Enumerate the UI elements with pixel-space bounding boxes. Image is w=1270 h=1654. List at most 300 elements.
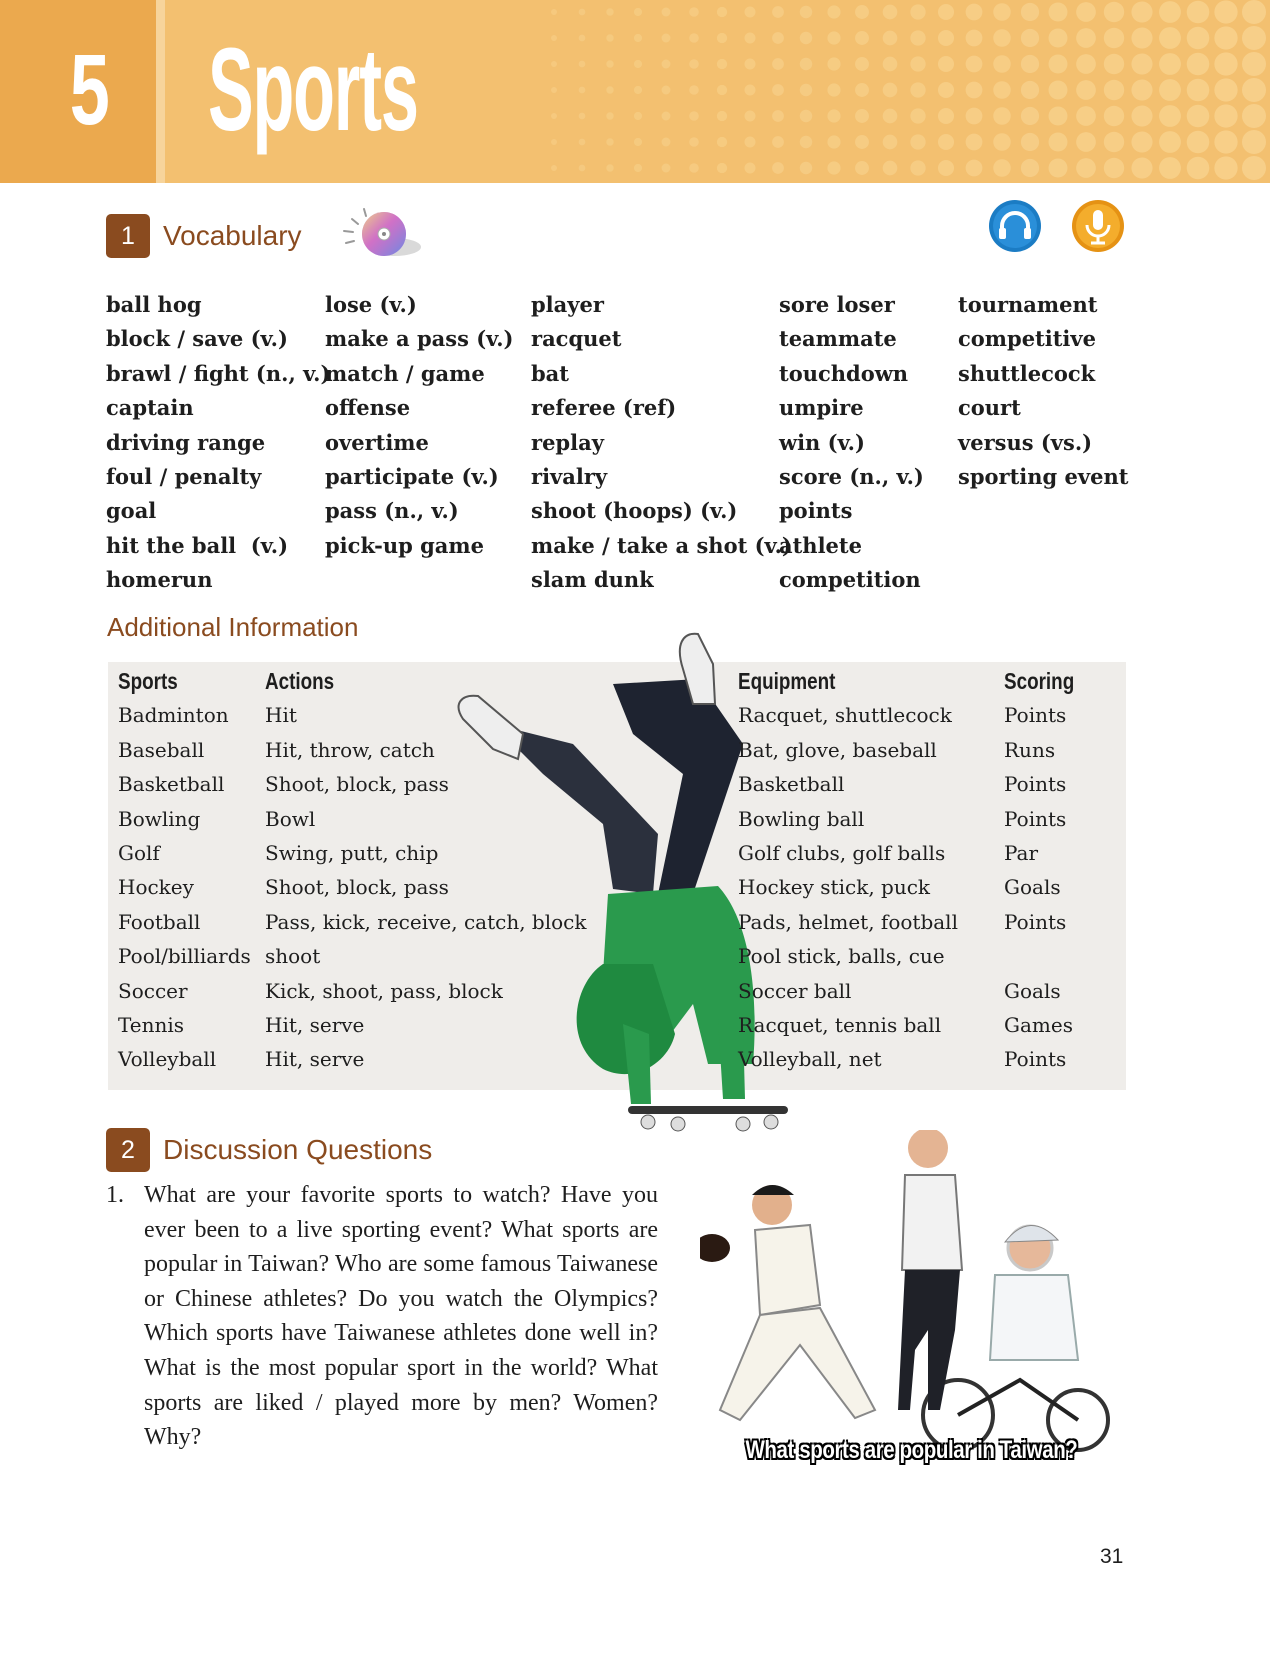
banner-dot [689, 111, 699, 121]
vocab-word: make a pass (v.) [325, 326, 514, 352]
vocabulary-column-2 [325, 288, 514, 563]
banner-dot [883, 161, 898, 176]
action-cell: Swing, putt, chip [265, 840, 439, 865]
action-cell: Pass, kick, receive, catch, block [265, 909, 587, 934]
banner-dot [1242, 130, 1266, 154]
scoring-cell: Points [1004, 772, 1067, 797]
banner-dot [1214, 78, 1237, 101]
banner-dot [579, 139, 586, 146]
banner-dot [1076, 158, 1096, 178]
banner-dot [1104, 28, 1124, 48]
banner-dot [1159, 79, 1181, 101]
banner-dot [800, 84, 812, 96]
banner-dot [1131, 157, 1152, 178]
vocab-word: competition [779, 567, 921, 593]
banner-dot [1076, 54, 1096, 74]
equipment-cell: Pads, helmet, football [738, 909, 958, 934]
banner-dot [1214, 104, 1237, 127]
banner-dot [1242, 52, 1266, 76]
question-text: What are your favorite sports to watch? Have you ever been to a live sporting event? What sports are popular in Taiwan? Who are some famous Taiwanese or Chinese athletes? Do you watch the Olympics? Which sports have Taiwanese athletes done well in? What is the most popular sport in the world? What sports are liked / played more by men? Women? Why? [144, 1182, 658, 1451]
action-cell: shoot [265, 944, 321, 969]
vocab-word: player [531, 292, 604, 317]
scoring-cell: Goals [1004, 875, 1061, 900]
vocab-word: captain [106, 395, 194, 421]
banner-dot [1159, 131, 1181, 153]
vocab-word: sore loser [779, 292, 895, 317]
banner-dot [1021, 133, 1039, 151]
discussion-title: Discussion Questions [163, 1134, 433, 1165]
banner-dot [634, 8, 642, 16]
banner-dot [993, 29, 1011, 47]
banner-dot [689, 7, 699, 17]
banner-dot [1076, 80, 1096, 100]
vocab-word: participate (v.) [325, 463, 499, 489]
cd-icon[interactable] [338, 205, 424, 263]
banner-dot [910, 30, 925, 45]
banner-dot [689, 163, 699, 173]
banner-dot [883, 109, 898, 124]
equipment-header: Equipment [738, 668, 836, 694]
banner-dot [772, 110, 784, 122]
banner-dot [579, 9, 586, 16]
banner-dot [579, 61, 586, 68]
banner-dot [855, 135, 869, 149]
equipment-cell: Soccer ball [738, 978, 852, 1003]
sport-cell: Hockey [118, 875, 194, 900]
banner-dot [772, 162, 784, 174]
banner-dot [1076, 2, 1096, 22]
banner-dot [1021, 107, 1039, 125]
banner-dot [634, 34, 642, 42]
banner-dot [662, 164, 671, 173]
sports-column [118, 662, 251, 1077]
banner-dot [634, 86, 642, 94]
vocab-word: driving range [106, 429, 266, 455]
scoring-cell: Goals [1004, 978, 1061, 1003]
banner-dot [1242, 0, 1266, 24]
banner-dot [800, 110, 812, 122]
banner-dot [910, 108, 925, 123]
vocab-word: slam dunk [531, 567, 654, 593]
banner-dot [1131, 27, 1152, 48]
banner-dot [689, 85, 699, 95]
banner-dot [1021, 55, 1039, 73]
banner-dot [606, 8, 613, 15]
action-cell: Hit, serve [265, 1012, 365, 1037]
scoring-cell: Par [1004, 840, 1039, 865]
vocab-word: bat [531, 360, 569, 386]
vocabulary-column-4 [779, 288, 924, 598]
scoring-header: Scoring [1004, 668, 1075, 694]
banner-dot [910, 134, 925, 149]
banner-dot [855, 109, 869, 123]
banner-dot [1159, 157, 1181, 179]
vocabulary-title: Vocabulary [163, 220, 302, 251]
equipment-cell: Bat, glove, baseball [738, 737, 937, 762]
vocab-word: homerun [106, 567, 213, 593]
banner-dot [662, 34, 671, 43]
action-cell: Hit, throw, catch [265, 737, 435, 762]
banner-dot [1131, 105, 1152, 126]
banner-dot [1104, 132, 1124, 152]
banner-dot [662, 112, 671, 121]
banner-dot [1159, 105, 1181, 127]
additional-info-table [108, 662, 1126, 1090]
banner-dot [827, 109, 840, 122]
banner-dot [744, 136, 755, 147]
banner-dot [993, 3, 1011, 21]
banner-dot [910, 4, 925, 19]
equipment-cell: Volleyball, net [738, 1047, 882, 1072]
banner-dot [551, 61, 557, 67]
vocab-word: teammate [779, 326, 897, 352]
athletes-photo [700, 1130, 1120, 1460]
banner-dot [551, 87, 557, 93]
vocab-word: versus (vs.) [958, 429, 1093, 455]
vocab-word: hit the ball (v.) [106, 532, 289, 558]
banner-dot [606, 164, 613, 171]
banner-dot [827, 57, 840, 70]
vocab-word: make / take a shot (v.) [531, 532, 792, 558]
banner-dot [772, 32, 784, 44]
banner-dot [744, 58, 755, 69]
banner-dot [827, 135, 840, 148]
sport-cell: Baseball [118, 737, 205, 762]
action-cell: Bowl [265, 806, 316, 831]
banner-dot [606, 138, 613, 145]
banner-dot [1049, 29, 1068, 48]
vocab-word: overtime [325, 429, 429, 455]
banner-dot [1131, 53, 1152, 74]
banner-dot [1104, 106, 1124, 126]
vocab-word: shuttlecock [958, 360, 1096, 386]
banner-dot [634, 112, 642, 120]
banner-dot [1021, 159, 1039, 177]
banner-dot [855, 57, 869, 71]
banner-dot [993, 55, 1011, 73]
banner-dot [606, 86, 613, 93]
banner-dot [993, 81, 1011, 99]
banner-dot [1187, 1, 1210, 24]
banner-dot [855, 83, 869, 97]
vocab-word: racquet [531, 326, 622, 352]
banner-dot [744, 6, 755, 17]
vocab-word: competitive [958, 326, 1096, 352]
banner-dot [551, 165, 557, 171]
banner-dot [800, 32, 812, 44]
vocab-word: brawl / fight (n., v.) [106, 360, 331, 386]
banner-dot [717, 59, 727, 69]
sport-cell: Soccer [118, 978, 188, 1003]
banner-dot [606, 112, 613, 119]
vocab-word: touchdown [779, 360, 909, 386]
banner-dot [993, 159, 1011, 177]
banner-dot [1131, 1, 1152, 22]
banner-dot [1242, 156, 1266, 180]
banner-dot [744, 32, 755, 43]
vocab-word: rivalry [531, 463, 608, 489]
discussion-section-number: 2 [106, 1128, 150, 1172]
banner-dot [1021, 81, 1039, 99]
scoring-cell [1004, 939, 1090, 973]
banner-dot [1104, 54, 1124, 74]
banner-dot [551, 9, 557, 15]
sport-cell: Tennis [118, 1012, 185, 1037]
vocab-word: sporting event [958, 463, 1129, 489]
banner-dot [744, 162, 755, 173]
banner-dot [717, 163, 727, 173]
banner-dot [1214, 52, 1237, 75]
banner-dot [1021, 3, 1039, 21]
sport-cell: Pool/billiards [118, 944, 251, 969]
banner-dot [1242, 26, 1266, 50]
banner-dot [689, 33, 699, 43]
banner-dot [551, 139, 557, 145]
scoring-cell: Points [1004, 703, 1067, 728]
action-cell: Shoot, block, pass [265, 772, 449, 797]
banner-dot [1076, 106, 1096, 126]
equipment-cell: Pool stick, balls, cue [738, 944, 945, 969]
vocab-word: goal [106, 498, 157, 524]
banner-dot [1187, 53, 1210, 76]
banner-dot [634, 164, 642, 172]
discussion-question [106, 1178, 658, 1455]
banner-dot [855, 5, 869, 19]
banner-dot [1159, 27, 1181, 49]
page-number: 31 [1100, 1545, 1124, 1568]
vocabulary-section-number: 1 [106, 214, 150, 258]
banner-dot [883, 135, 898, 150]
banner-dot [910, 56, 925, 71]
sport-cell: Golf [118, 840, 160, 865]
banner-dot [938, 160, 954, 176]
banner-dot [772, 136, 784, 148]
action-cell: Kick, shoot, pass, block [265, 978, 503, 1003]
banner-dot [827, 5, 840, 18]
decorative-dot-pattern [540, 0, 1270, 183]
banner-dot [551, 35, 557, 41]
vocab-word: pass (n., v.) [325, 498, 459, 524]
chapter-title: Sports [208, 24, 418, 156]
banner-dot [1214, 26, 1237, 49]
banner-divider [156, 0, 165, 183]
banner-dot [1049, 3, 1068, 22]
banner-dot [579, 113, 586, 120]
banner-dot [717, 111, 727, 121]
chapter-banner [0, 0, 1270, 183]
banner-dot [1104, 80, 1124, 100]
banner-dot [744, 110, 755, 121]
banner-dot [634, 138, 642, 146]
banner-dot [1104, 2, 1124, 22]
banner-dot [1049, 159, 1068, 178]
equipment-cell: Racquet, tennis ball [738, 1012, 942, 1037]
vocab-word: replay [531, 429, 604, 455]
equipment-cell: Racquet, shuttlecock [738, 703, 952, 728]
banner-dot [883, 57, 898, 72]
action-cell: Shoot, block, pass [265, 875, 449, 900]
vocab-word: points [779, 498, 853, 524]
vocab-word: referee (ref) [531, 395, 677, 421]
banner-dot [966, 30, 983, 47]
banner-dot [1049, 107, 1068, 126]
banner-dot [938, 108, 954, 124]
banner-dot [855, 161, 869, 175]
scoring-cell: Games [1004, 1012, 1073, 1037]
scoring-cell: Points [1004, 1047, 1067, 1072]
banner-dot [855, 31, 869, 45]
runner-figure [898, 1130, 962, 1410]
headphones-icon[interactable] [987, 198, 1043, 254]
banner-dot [662, 138, 671, 147]
vocabulary-column-5 [958, 288, 1128, 494]
banner-dot [993, 133, 1011, 151]
banner-dot [910, 82, 925, 97]
sports-header: Sports [118, 668, 178, 694]
scoring-column [1004, 662, 1090, 1077]
banner-dot [1159, 53, 1181, 75]
banner-dot [966, 82, 983, 99]
banner-dot [827, 161, 840, 174]
banner-dot [579, 165, 586, 172]
question-number: 1. [106, 1182, 124, 1208]
banner-dot [938, 82, 954, 98]
banner-dot [772, 6, 784, 18]
actions-header: Actions [265, 668, 335, 694]
scoring-cell: Points [1004, 909, 1067, 934]
vocab-word: tournament [958, 292, 1098, 317]
banner-dot [800, 136, 812, 148]
banner-dot [883, 83, 898, 98]
photo-caption: What sports are popular in Taiwan? [745, 1436, 1078, 1464]
vocabulary-column-3 [531, 288, 792, 598]
vocab-word: score (n., v.) [779, 463, 924, 489]
banner-dot [966, 134, 983, 151]
banner-dot [579, 87, 586, 94]
vocab-word: block / save (v.) [106, 326, 288, 352]
equipment-cell: Bowling ball [738, 806, 865, 831]
banner-dot [772, 58, 784, 70]
vocab-word: win (v.) [779, 429, 865, 455]
banner-dot [938, 4, 954, 20]
equipment-cell: Golf clubs, golf balls [738, 840, 946, 865]
banner-dot [717, 137, 727, 147]
sport-cell: Volleyball [118, 1047, 217, 1072]
banner-dot [689, 59, 699, 69]
banner-dot [551, 113, 557, 119]
additional-info-title: Additional Information [107, 612, 359, 642]
pitcher-figure [700, 1185, 875, 1420]
banner-dot [689, 137, 699, 147]
vocab-word: foul / penalty [106, 463, 262, 489]
banner-dot [827, 31, 840, 44]
scoring-cell: Runs [1004, 737, 1056, 762]
banner-dot [606, 34, 613, 41]
sport-cell: Badminton [118, 703, 229, 728]
banner-dot [717, 85, 727, 95]
banner-dot [938, 30, 954, 46]
banner-dot [966, 4, 983, 21]
banner-dot [993, 107, 1011, 125]
banner-dot [800, 6, 812, 18]
vocab-word: umpire [779, 395, 864, 421]
vocab-word: match / game [325, 360, 485, 386]
banner-dot [800, 162, 812, 174]
vocab-word: ball hog [106, 292, 202, 317]
banner-dot [966, 108, 983, 125]
banner-dot [717, 33, 727, 43]
scoring-cell: Points [1004, 806, 1067, 831]
banner-dot [1104, 158, 1124, 178]
banner-dot [1049, 55, 1068, 74]
equipment-column [738, 662, 958, 1077]
equipment-cell: Hockey stick, puck [738, 875, 931, 900]
vocab-word: athlete [779, 532, 862, 558]
banner-dot [1187, 157, 1210, 180]
banner-dot [717, 7, 727, 17]
vocab-word: shoot (hoops) (v.) [531, 498, 738, 524]
banner-dot [1076, 28, 1096, 48]
banner-dot [1242, 104, 1266, 128]
vocab-word: offense [325, 395, 411, 421]
banner-dot [966, 56, 983, 73]
banner-dot [800, 58, 812, 70]
action-cell: Hit [265, 703, 297, 728]
equipment-cell: Basketball [738, 772, 845, 797]
banner-dot [1049, 81, 1068, 100]
banner-dot [1242, 78, 1266, 102]
banner-dot [1131, 131, 1152, 152]
banner-dot [938, 56, 954, 72]
banner-dot [1159, 1, 1181, 23]
banner-dot [606, 60, 613, 67]
banner-dot [772, 84, 784, 96]
banner-dot [1131, 79, 1152, 100]
banner-dot [1187, 79, 1210, 102]
vocab-word: court [958, 395, 1021, 421]
sport-cell: Bowling [118, 806, 201, 831]
banner-dot [883, 31, 898, 46]
banner-dot [938, 134, 954, 150]
vocabulary-column-1 [106, 288, 330, 598]
banner-dot [1021, 29, 1039, 47]
banner-dot [1214, 156, 1237, 179]
banner-dot [827, 83, 840, 96]
vocab-word: lose (v.) [325, 292, 417, 317]
banner-dot [1049, 133, 1068, 152]
banner-dot [1187, 105, 1210, 128]
action-cell: Hit, serve [265, 1047, 365, 1072]
banner-dot [744, 84, 755, 95]
banner-dot [1076, 132, 1096, 152]
banner-dot [662, 60, 671, 69]
chapter-number: 5 [69, 34, 109, 146]
banner-dot [966, 160, 983, 177]
banner-dot [1214, 0, 1237, 23]
sport-cell: Basketball [118, 772, 225, 797]
banner-dot [1187, 131, 1210, 154]
banner-dot [1187, 27, 1210, 50]
banner-dot [634, 60, 642, 68]
banner-dot [883, 5, 898, 20]
banner-dot [662, 86, 671, 95]
sport-cell: Football [118, 909, 201, 934]
vocab-word: pick-up game [325, 532, 484, 558]
banner-dot [1214, 130, 1237, 153]
microphone-icon[interactable] [1070, 198, 1126, 254]
banner-dot [662, 8, 671, 17]
banner-dot [910, 160, 925, 175]
